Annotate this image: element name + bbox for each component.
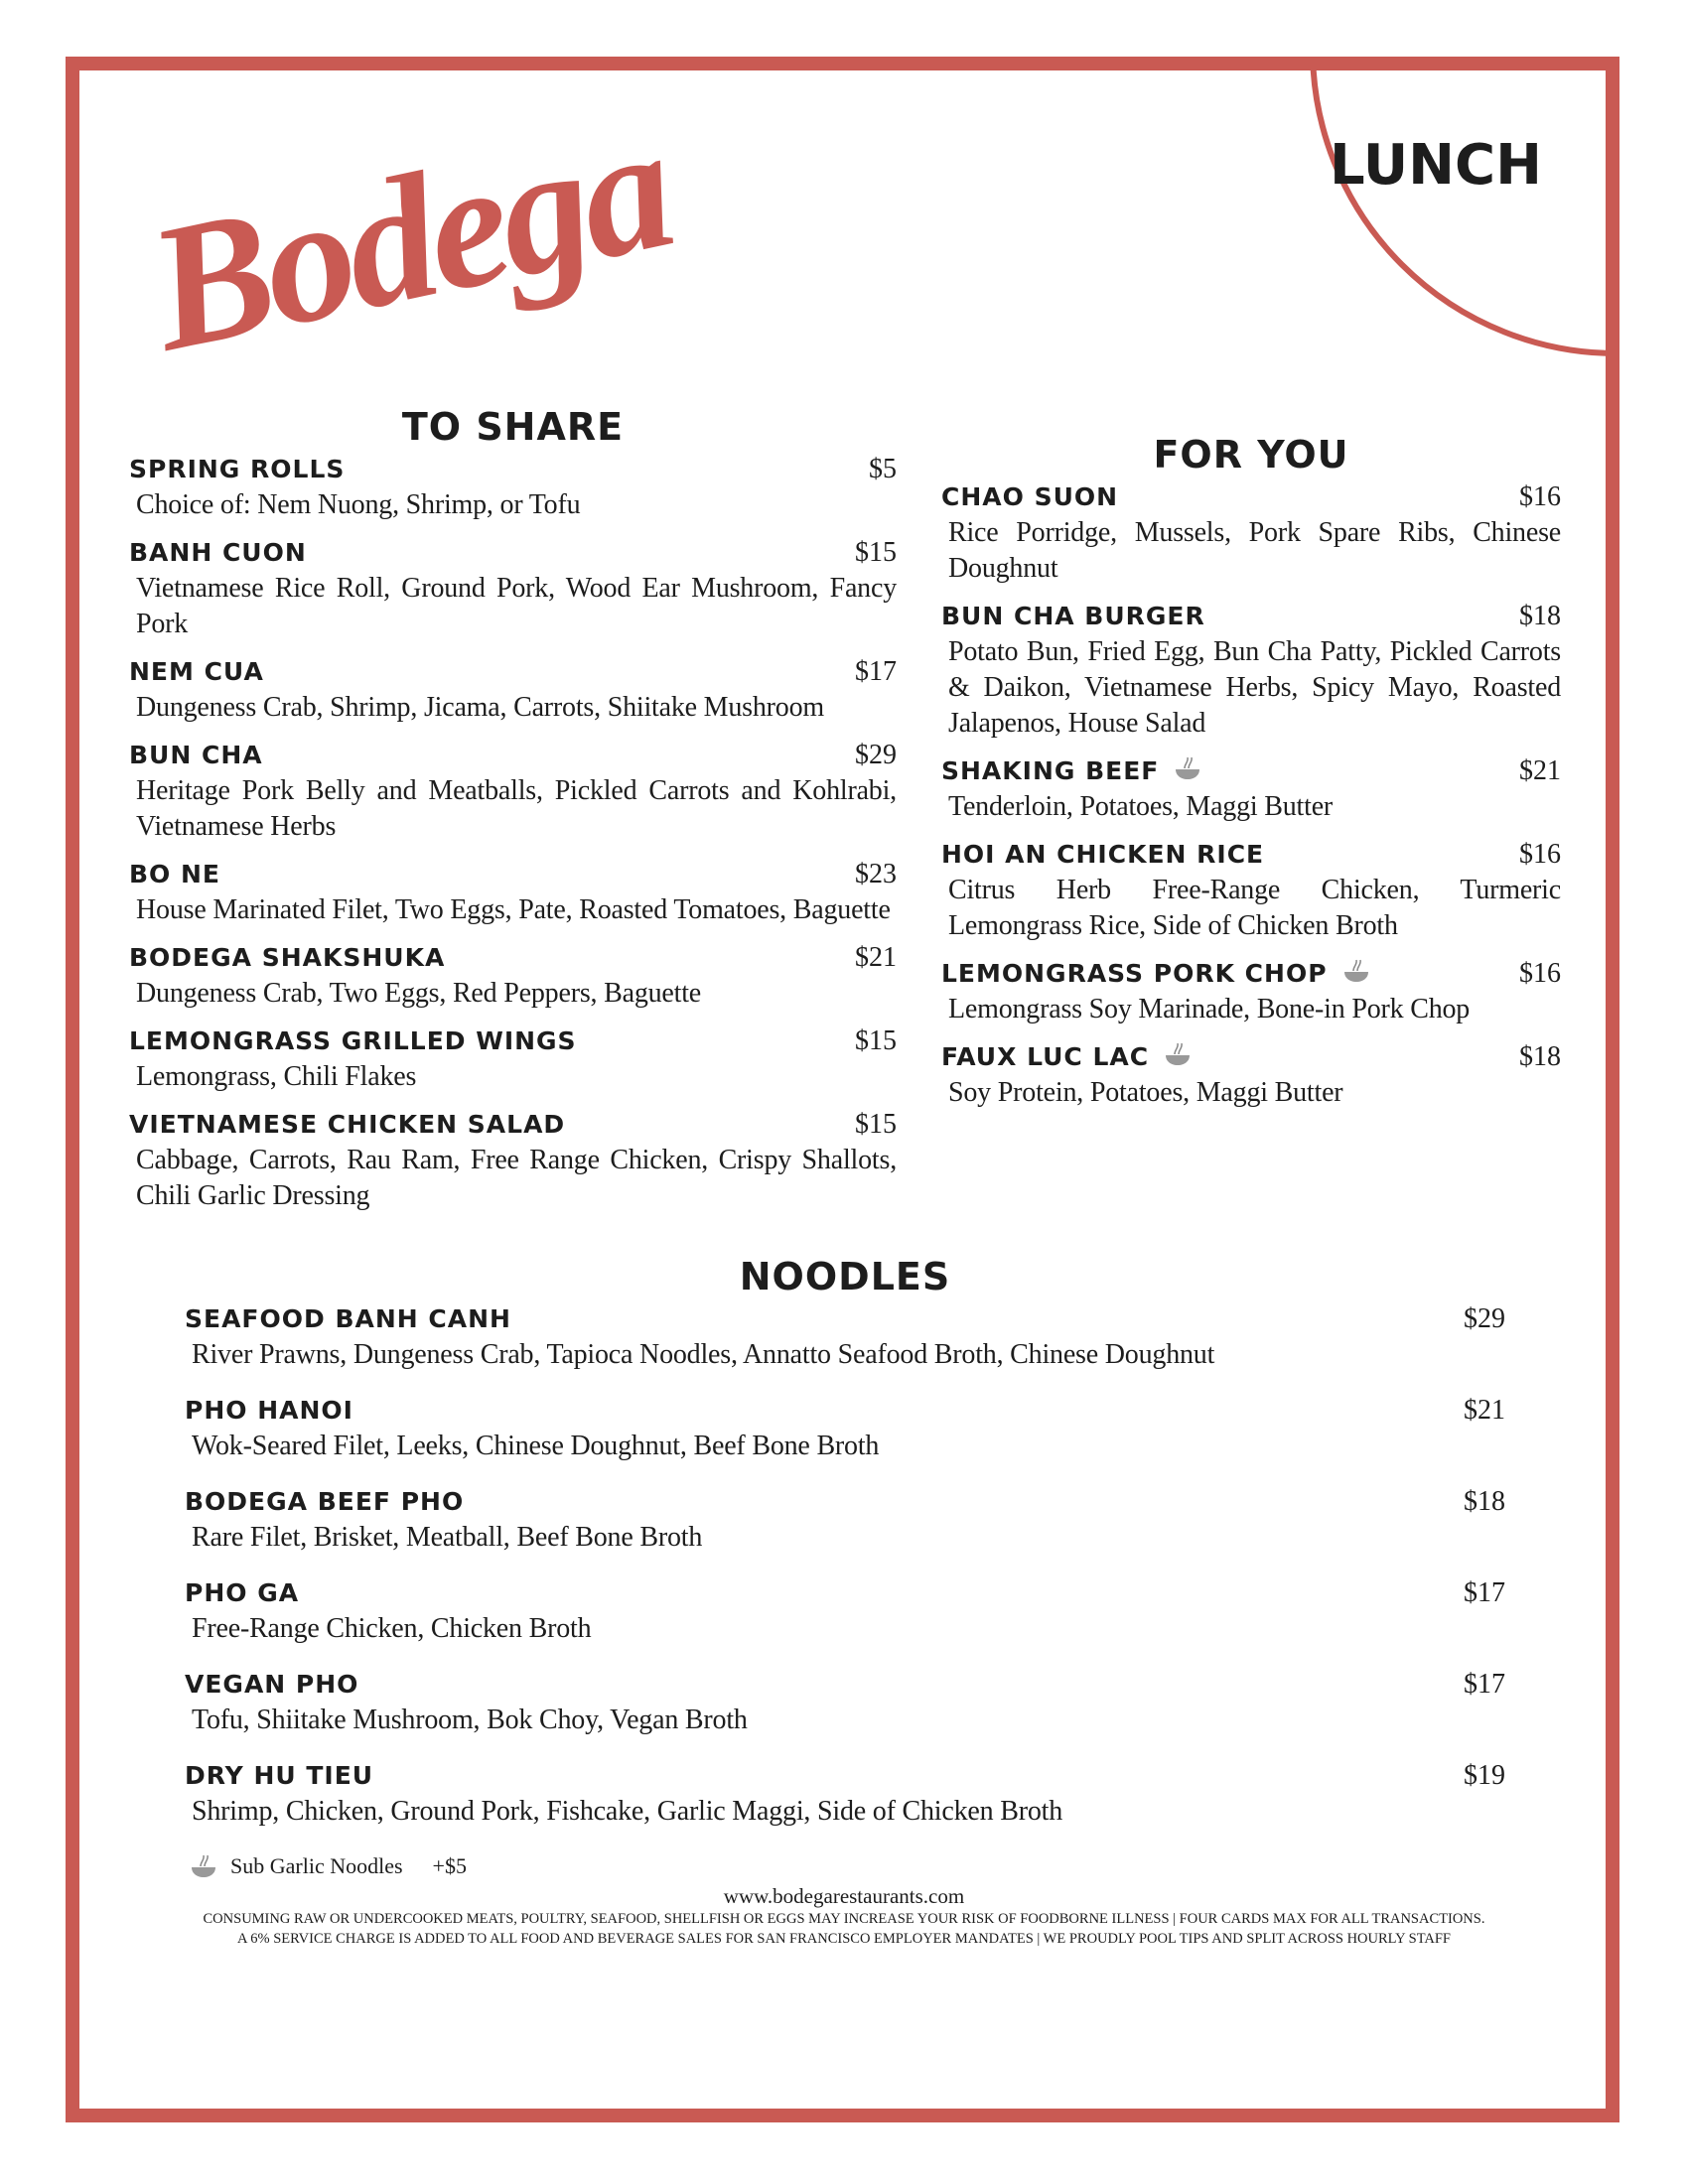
item-description: Rare Filet, Brisket, Meatball, Beef Bone Broth (192, 1522, 703, 1553)
to-share-heading: TO SHARE (401, 405, 625, 449)
item-name-text: HOI AN CHICKEN RICE (941, 840, 1265, 869)
item-name-bodega-shakshuka (129, 940, 445, 976)
item-header (185, 1758, 1505, 1794)
noodle-bowl-icon (189, 1851, 218, 1881)
item-description: Rice Porridge, Mussels, Pork Spare Ribs, Chinese Doughnut (948, 517, 1561, 584)
item-price: $29 (855, 740, 897, 770)
item-header (941, 479, 1561, 515)
item-name-dry-hu-tieu (185, 1758, 373, 1794)
item-price: $29 (1464, 1303, 1505, 1334)
item-price: $5 (869, 454, 897, 484)
item-description: River Prawns, Dungeness Crab, Tapioca Noodles, Annatto Seafood Broth, Chinese Doughnut (192, 1339, 1215, 1370)
item-price: $15 (855, 1109, 897, 1140)
item-description: Soy Protein, Potatoes, Maggi Butter (948, 1077, 1343, 1108)
item-name-text: LEMONGRASS GRILLED WINGS (129, 1026, 577, 1055)
menu-content (129, 402, 1561, 1949)
item-price: $15 (855, 537, 897, 568)
menu-item-spring-rolls (129, 452, 897, 523)
item-name-chao-suon (941, 479, 1118, 515)
item-header (941, 956, 1561, 992)
menu-item-lemongrass-pork-chop (941, 956, 1561, 1027)
item-name-text: NEM CUA (129, 657, 264, 686)
item-description: Lemongrass, Chili Flakes (136, 1061, 417, 1092)
item-name-text: PHO GA (185, 1578, 300, 1607)
to-share-section (129, 402, 897, 1226)
item-header (129, 738, 897, 773)
item-name-pho-ga (185, 1575, 299, 1611)
item-description: Tofu, Shiitake Mushroom, Bok Choy, Vegan Broth (192, 1705, 748, 1735)
item-name-bo-ne (129, 857, 220, 892)
item-price: $18 (1519, 601, 1561, 631)
item-price: $16 (1519, 481, 1561, 512)
sub-label: Sub Garlic Noodles (230, 1853, 403, 1878)
item-header (129, 654, 897, 690)
sub-price: +$5 (432, 1853, 467, 1878)
item-name-text: BODEGA SHAKSHUKA (129, 943, 446, 972)
item-name-bun-cha (129, 738, 263, 773)
item-name-text: SPRING ROLLS (129, 455, 346, 483)
item-description: Shrimp, Chicken, Ground Pork, Fishcake, Garlic Maggi, Side of Chicken Broth (192, 1796, 1062, 1827)
item-name-bun-cha-burger (941, 599, 1205, 634)
item-name-shaking-beef (941, 753, 1202, 789)
menu-item-faux-luc-lac (941, 1039, 1561, 1111)
item-name-banh-cuon (129, 535, 307, 571)
item-description: Vietnamese Rice Roll, Ground Pork, Wood Ear Mushroom, Fancy Pork (136, 573, 897, 639)
item-name-text: SEAFOOD BANH CANH (185, 1304, 511, 1333)
bodega-logo: Bodega (133, 86, 684, 389)
item-header (129, 940, 897, 976)
item-price: $18 (1519, 1041, 1561, 1072)
item-description: Dungeness Crab, Two Eggs, Red Peppers, Baguette (136, 978, 702, 1009)
item-name-lemongrass-grilled-wings (129, 1024, 577, 1059)
item-price: $18 (1464, 1486, 1505, 1517)
menu-item-chao-suon (941, 479, 1561, 587)
item-name-text: DRY HU TIEU (185, 1761, 374, 1790)
item-name-seafood-banh-canh (185, 1301, 511, 1337)
item-name-faux-luc-lac (941, 1039, 1193, 1075)
item-price: $21 (1464, 1395, 1505, 1426)
menu-item-bun-cha-burger (941, 599, 1561, 742)
item-header (941, 599, 1561, 634)
item-header (129, 857, 897, 892)
item-description: Tenderloin, Potatoes, Maggi Butter (948, 791, 1334, 822)
item-name-text: VIETNAMESE CHICKEN SALAD (129, 1110, 566, 1139)
item-header (941, 1039, 1561, 1075)
item-name-hoi-an-chicken-rice (941, 837, 1264, 873)
item-name-text: BANH CUON (129, 538, 307, 567)
item-price: $19 (1464, 1760, 1505, 1791)
item-description: Heritage Pork Belly and Meatballs, Pickled Carrots and Kohlrabi, Vietnamese Herbs (136, 775, 897, 842)
menu-item-bodega-shakshuka (129, 940, 897, 1012)
for-you-section (941, 402, 1561, 1226)
item-header (129, 535, 897, 571)
item-name-pho-hanoi (185, 1393, 353, 1429)
noodles-heading: NOODLES (739, 1255, 951, 1298)
item-name-text: BUN CHA BURGER (941, 602, 1205, 630)
item-price: $21 (1519, 755, 1561, 786)
menu-item-pho-ga (185, 1575, 1505, 1647)
item-name-text: PHO HANOI (185, 1396, 353, 1425)
item-description: House Marinated Filet, Two Eggs, Pate, Roasted Tomatoes, Baguette (136, 894, 891, 925)
item-name-text: BUN CHA (129, 741, 263, 769)
for-you-heading: FOR YOU (1153, 433, 1349, 477)
corner-arc (1310, 57, 1619, 356)
item-description: Free-Range Chicken, Chicken Broth (192, 1613, 592, 1644)
menu-item-bun-cha (129, 738, 897, 845)
item-name-bodega-beef-pho (185, 1484, 464, 1520)
item-description: Cabbage, Carrots, Rau Ram, Free Range Chicken, Crispy Shallots, Chili Garlic Dressing (136, 1145, 897, 1211)
item-header (185, 1575, 1505, 1611)
item-description: Wok-Seared Filet, Leeks, Chinese Doughnut, Beef Bone Broth (192, 1431, 880, 1461)
item-description: Potato Bun, Fried Egg, Bun Cha Patty, Pickled Carrots & Daikon, Vietnamese Herbs, Spicy Mayo, Roasted Jalapenos, House Salad (948, 636, 1561, 739)
item-header (185, 1301, 1505, 1337)
item-name-text: BODEGA BEEF PHO (185, 1487, 465, 1516)
item-price: $15 (855, 1025, 897, 1056)
item-description: Citrus Herb Free-Range Chicken, Turmeric Lemongrass Rice, Side of Chicken Broth (948, 875, 1561, 941)
sub-garlic-noodles-note (189, 1849, 1688, 1883)
meal-title: LUNCH (1330, 133, 1542, 198)
disclaimer-line-2: A 6% SERVICE CHARGE IS ADDED TO ALL FOOD AND BEVERAGE SALES FOR SAN FRANCISCO EMPLOYER MANDATES | WE PROUDLY POOL TIPS AND SPLIT ACROSS HOURLY STAFF (236, 1931, 1451, 1947)
noodles-section (185, 1252, 1505, 1830)
item-price: $23 (855, 859, 897, 889)
menu-item-hoi-an-chicken-rice (941, 837, 1561, 944)
item-header (941, 753, 1561, 789)
noodle-bowl-icon (1173, 753, 1202, 783)
item-header (129, 452, 897, 487)
item-description: Lemongrass Soy Marinade, Bone-in Pork Chop (948, 994, 1471, 1024)
item-name-text: FAUX LUC LAC (941, 1042, 1150, 1071)
item-header (185, 1393, 1505, 1429)
menu-item-shaking-beef (941, 753, 1561, 825)
item-price: $17 (1464, 1669, 1505, 1700)
menu-item-banh-cuon (129, 535, 897, 642)
item-header (941, 837, 1561, 873)
item-header (185, 1484, 1505, 1520)
menu-item-bo-ne (129, 857, 897, 928)
item-header (129, 1107, 897, 1143)
item-description: Choice of: Nem Nuong, Shrimp, or Tofu (136, 489, 581, 520)
item-name-nem-cua (129, 654, 264, 690)
item-price: $16 (1519, 839, 1561, 870)
item-header (129, 1024, 897, 1059)
item-price: $16 (1519, 958, 1561, 989)
footer (0, 1849, 1688, 1949)
item-header (185, 1667, 1505, 1703)
item-name-text: LEMONGRASS PORK CHOP (941, 959, 1328, 988)
menu-item-nem-cua (129, 654, 897, 726)
menu-item-bodega-beef-pho (185, 1484, 1505, 1556)
item-name-text: VEGAN PHO (185, 1670, 359, 1699)
menu-item-lemongrass-grilled-wings (129, 1024, 897, 1095)
item-price: $17 (855, 656, 897, 687)
item-price: $17 (1464, 1577, 1505, 1608)
menu-item-vegan-pho (185, 1667, 1505, 1738)
item-name-text: BO NE (129, 860, 221, 888)
noodle-bowl-icon (1341, 956, 1371, 986)
disclaimer-line-1: CONSUMING RAW OR UNDERCOOKED MEATS, POULTRY, SEAFOOD, SHELLFISH OR EGGS MAY INCREASE YOUR RISK OF FOODBORNE ILLNESS | FOUR CARDS MAX FOR ALL TRANSACTIONS. (203, 1911, 1485, 1927)
item-name-vegan-pho (185, 1667, 358, 1703)
item-name-text: SHAKING BEEF (941, 756, 1160, 785)
item-name-lemongrass-pork-chop (941, 956, 1371, 992)
item-price: $21 (855, 942, 897, 973)
noodle-bowl-icon (1163, 1039, 1193, 1069)
item-description: Dungeness Crab, Shrimp, Jicama, Carrots, Shiitake Mushroom (136, 692, 824, 723)
menu-item-dry-hu-tieu (185, 1758, 1505, 1830)
item-name-vietnamese-chicken-salad (129, 1107, 565, 1143)
website-link[interactable]: www.bodegarestaurants.com (723, 1884, 965, 1908)
item-name-spring-rolls (129, 452, 345, 487)
menu-item-vietnamese-chicken-salad (129, 1107, 897, 1214)
item-name-text: CHAO SUON (941, 482, 1119, 511)
menu-item-pho-hanoi (185, 1393, 1505, 1464)
menu-item-seafood-banh-canh (185, 1301, 1505, 1373)
